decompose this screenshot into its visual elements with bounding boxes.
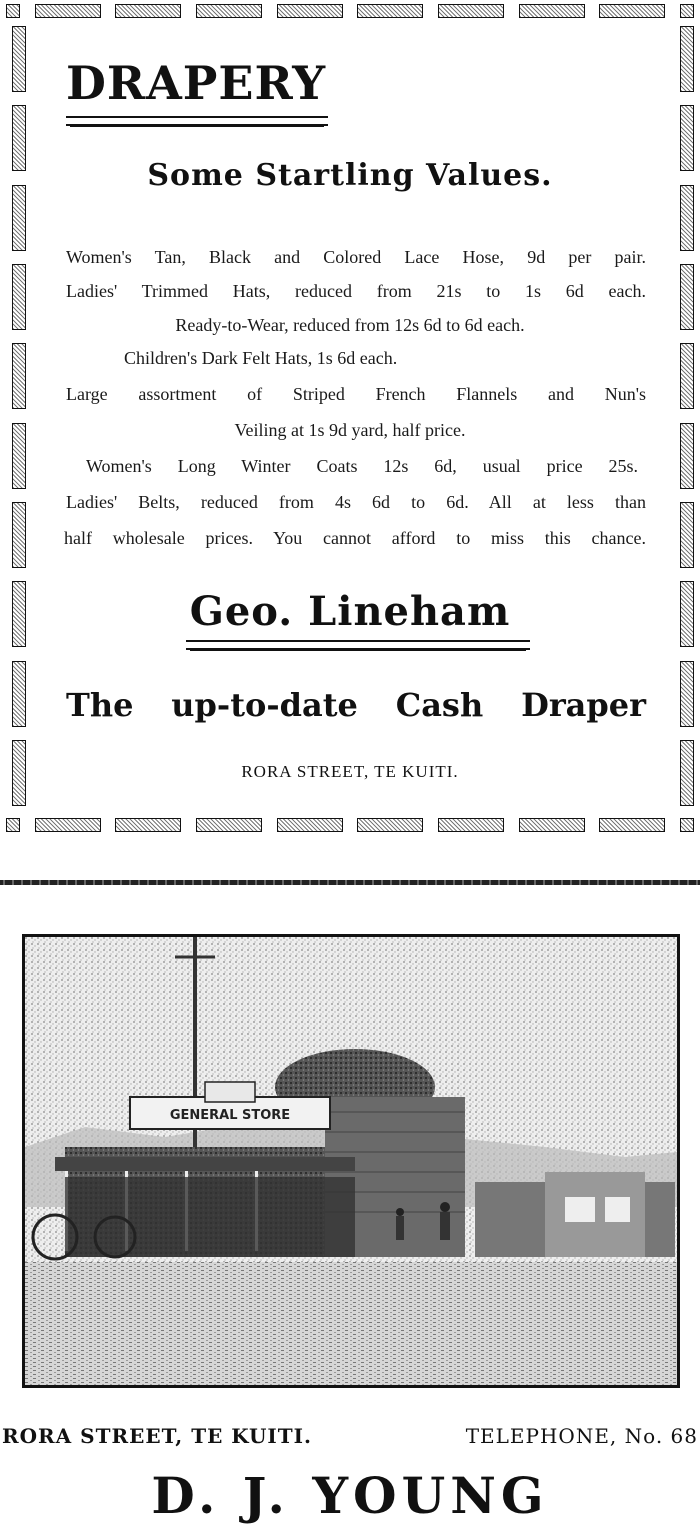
young-address: RORA STREET, TE KUITI. — [2, 1424, 312, 1448]
telephone-number: TELEPHONE, No. 68 — [465, 1424, 698, 1448]
merchant-name: D. J. YOUNG — [151, 1466, 549, 1525]
ad-line: Women's Tan, Black and Colored Lace Hose, 9d per pair. — [66, 247, 646, 267]
store-sign: GENERAL STORE — [169, 1108, 291, 1123]
ad-subtitle: Some Startling Values. — [147, 158, 553, 193]
ad-line: Women's Long Winter Coats 12s 6d, usual price 25s. — [86, 456, 638, 476]
ad-line: Ladies' Trimmed Hats, reduced from 21s to 1s 6d each. — [66, 281, 646, 301]
ad-line: Ladies' Belts, reduced from 4s 6d to 6d. All at less than — [66, 492, 646, 512]
proprietor-name: Geo. Lineham — [189, 588, 511, 635]
store-photo-illustration — [25, 937, 677, 1385]
drapery-address: RORA STREET, TE KUITI. — [241, 762, 459, 781]
ad-line: Children's Dark Felt Hats, 1s 6d each. — [124, 348, 398, 368]
column-divider — [0, 880, 700, 885]
ad-line: Ready-to-Wear, reduced from 12s 6d to 6d each. — [175, 315, 525, 335]
heading-underline-thin — [70, 126, 324, 127]
proprietor-underline-thin — [190, 650, 526, 651]
drapery-heading: DRAPERY — [66, 56, 327, 110]
ad-line: half wholesale prices. You cannot afford to miss this chance. — [64, 528, 646, 548]
ad-line: Veiling at 1s 9d yard, half price. — [234, 420, 466, 440]
store-photograph — [22, 934, 680, 1388]
proprietor-underline — [186, 640, 530, 650]
drapery-ad-body — [40, 30, 660, 810]
ornamental-border-right — [676, 26, 698, 806]
ad-line: Large assortment of Striped French Flannels and Nun's — [66, 384, 646, 404]
heading-underline — [66, 116, 328, 126]
ornamental-border-bottom — [0, 814, 700, 836]
ornamental-border-left — [8, 26, 30, 806]
ornamental-border-top — [0, 0, 700, 22]
ad-tagline: The up-to-date Cash Draper — [66, 686, 646, 724]
